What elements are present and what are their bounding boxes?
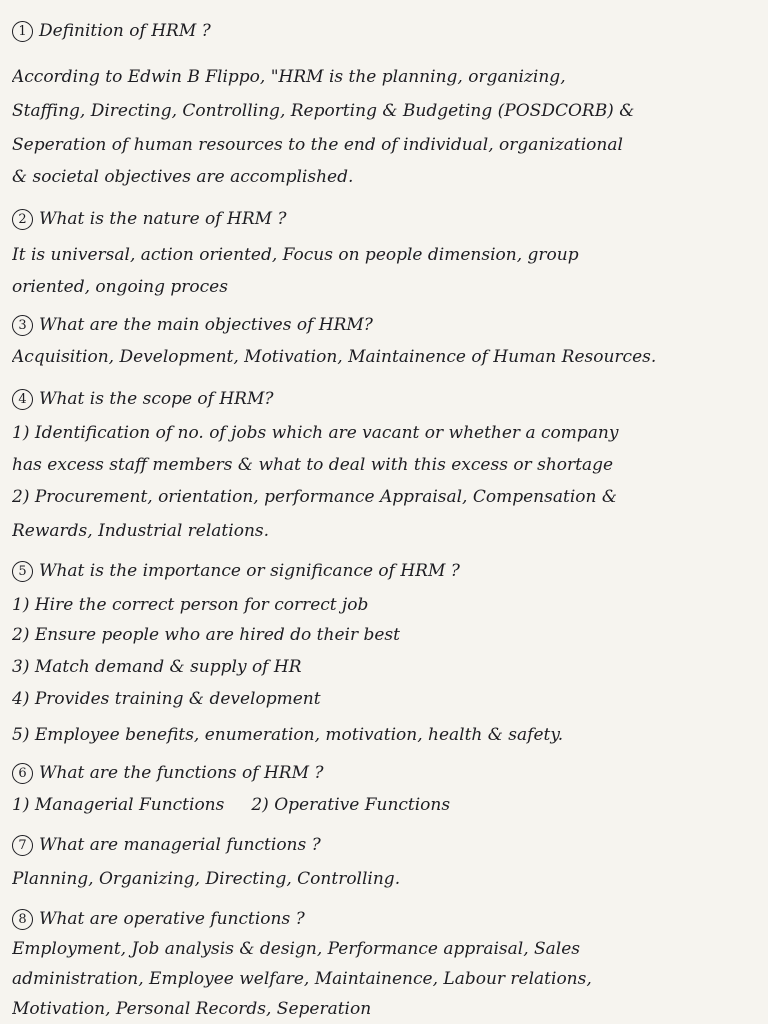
answer-line: 2) Ensure people who are hired do their best [12, 625, 400, 645]
question-text: Definition of HRM ? [39, 21, 211, 41]
question-number: 6 [12, 763, 33, 784]
answer-line: It is universal, action oriented, Focus on people dimension, group [12, 245, 579, 265]
question-text: What are the main objectives of HRM? [39, 315, 373, 335]
question-6 [12, 762, 762, 784]
question-text: What is the importance or significance of HRM ? [39, 561, 460, 581]
question-1 [12, 20, 762, 42]
question-text: What are operative functions ? [39, 909, 305, 929]
answer-line: 4) Provides training & development [12, 689, 321, 709]
question-number: 8 [12, 909, 33, 930]
answer-line: 5) Employee benefits, enumeration, motivation, health & safety. [12, 725, 564, 745]
answer-line: Motivation, Personal Records, Seperation [12, 999, 372, 1019]
question-3 [12, 314, 762, 336]
question-2 [12, 208, 762, 230]
answer-line: Acquisition, Development, Motivation, Maintainence of Human Resources. [12, 347, 657, 367]
answer-line: 1) Managerial Functions 2) Operative Functions [12, 795, 451, 815]
answer-line: & societal objectives are accomplished. [12, 167, 354, 187]
answer-line: According to Edwin B Flippo, "HRM is the planning, organizing, [12, 67, 566, 87]
question-number: 3 [12, 315, 33, 336]
question-text: What are managerial functions ? [39, 835, 321, 855]
answer-line: Rewards, Industrial relations. [12, 521, 270, 541]
question-5 [12, 560, 762, 582]
answer-line: 3) Match demand & supply of HR [12, 657, 302, 677]
question-4 [12, 388, 762, 410]
answer-line: Seperation of human resources to the end of individual, organizational [12, 135, 623, 155]
answer-line: 2) Procurement, orientation, performance Appraisal, Compensation & [12, 487, 617, 507]
answer-line: Staffing, Directing, Controlling, Reporting & Budgeting (POSDCORB) & [12, 101, 635, 121]
question-number: 4 [12, 389, 33, 410]
answer-line: 1) Identification of no. of jobs which are vacant or whether a company [12, 423, 619, 443]
answer-line: Planning, Organizing, Directing, Controlling. [12, 869, 401, 889]
answer-line: has excess staff members & what to deal with this excess or shortage [12, 455, 614, 475]
question-number: 5 [12, 561, 33, 582]
question-8 [12, 908, 762, 930]
answer-line: administration, Employee welfare, Maintainence, Labour relations, [12, 969, 592, 989]
question-number: 2 [12, 209, 33, 230]
question-text: What is the scope of HRM? [39, 389, 274, 409]
answer-line: Employment, Job analysis & design, Performance appraisal, Sales [12, 939, 581, 959]
question-number: 7 [12, 835, 33, 856]
question-7 [12, 834, 762, 856]
question-text: What is the nature of HRM ? [39, 209, 287, 229]
answer-line: oriented, ongoing proces [12, 277, 228, 297]
question-text: What are the functions of HRM ? [39, 763, 324, 783]
answer-line: 1) Hire the correct person for correct job [12, 595, 369, 615]
question-number: 1 [12, 21, 33, 42]
